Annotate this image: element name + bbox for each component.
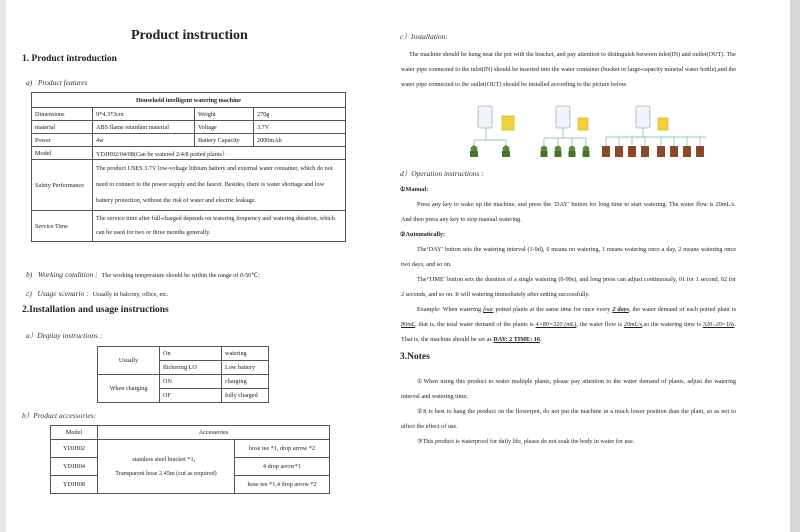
cell: Weight	[195, 108, 254, 121]
cell: YDJH08	[51, 476, 98, 494]
acc-common-line1: stainless steel bracket *1，	[132, 455, 200, 463]
features-label: a) Product features	[26, 78, 88, 87]
installation-label: c）Installation:	[400, 32, 448, 41]
cell: Power	[32, 134, 93, 147]
page-title: Product instruction	[131, 28, 248, 43]
manual-text: Press any key to wake up the machine, and press the ‘DAY’ button for long time to start watering. The water flow is 20mL/s. And then press any key to stop manual watering.	[401, 201, 736, 223]
auto-paragraph-2: The‘TIME’ button sets the duration of a single watering (0-99s), and long press can adjust continuously, 01 for 1 second, 02 for 2 seconds, and so on. It will watering immediately after setting successfully.	[401, 276, 736, 298]
display-usually: Usually	[98, 347, 160, 375]
cell: YDJH04	[51, 458, 98, 476]
acc-common	[98, 440, 235, 494]
ex-four: four	[483, 306, 494, 313]
operation-label: d）Operation instructions :	[400, 169, 484, 178]
usage-text: Usually in balcony, office, etc.	[92, 291, 169, 298]
working-label: b) Working condition :	[26, 270, 98, 279]
display-table	[97, 346, 269, 403]
automatically-label: ②Automatically:	[400, 231, 446, 238]
section-heading-install: 2.Installation and usage instructions	[22, 305, 169, 315]
cell: flickering LO	[160, 361, 222, 375]
acc-header-model: Model	[51, 426, 98, 440]
cell: The product USES 3.7V low-voltage lithium battery and external water container, which do not need to connect to the power supply and the faucet. Besides, there is water shortage and low battery protection, without the risk of water and electric leakage.	[93, 160, 346, 211]
manual-label: ①Manual:	[400, 186, 429, 193]
ex-two-days: 2 days	[612, 306, 629, 313]
cell: Voltage	[195, 121, 254, 134]
cell: YDJH02/04/08(Can be watered 2/4/8 potted plants）	[93, 147, 346, 160]
cell: material	[32, 121, 93, 134]
ex-text: , the water flow is	[576, 321, 624, 328]
installation-text: The machine should be hung near the pot with the bracket, and pay attention to distinguish between inlet(IN) and outlet(OUT). The water pipe connected to the inlet(IN) should be inserted into the water container (bucket or large-capacity mineral water bottle),and the water pipe connected to the outlet(OUT) should be installed according to the picture below.	[401, 51, 736, 88]
cell: Model	[32, 147, 93, 160]
notes-heading: 3.Notes	[400, 352, 430, 362]
section-heading-intro: 1. Product introduction	[22, 54, 117, 64]
display-when-charging: When charging	[98, 375, 160, 403]
cell: Low battery	[222, 361, 269, 375]
features-caption: Household intelligent watering machine	[32, 93, 346, 108]
ex-text: , that is, the total water demand of the plants is	[415, 321, 536, 328]
cell: On	[160, 347, 222, 361]
diagram-four-plants	[541, 106, 590, 157]
working-condition	[26, 264, 260, 282]
cell: charging	[222, 375, 269, 389]
cell: ON	[160, 375, 222, 389]
cell: Battery Capacity	[195, 134, 254, 147]
cell: watering	[222, 347, 269, 361]
diagram-two-plants	[470, 106, 514, 157]
example-paragraph	[401, 302, 736, 347]
cell: Service Time	[32, 211, 93, 242]
note-2: ②It is best to hang the product on the flowerpot, do not put the machine in a much lower position than the plant, so as not to affect the effect of use.	[401, 408, 736, 430]
cell: YDJH02	[51, 440, 98, 458]
features-table	[31, 92, 346, 242]
cell: fully charged	[222, 389, 269, 403]
cell: OF	[160, 389, 222, 403]
cell: hose tee *1,4 drop arrow *2	[235, 476, 330, 494]
page-edge-right	[790, 0, 800, 532]
cell: 9*4.3*3cm	[93, 108, 195, 121]
cell: The service time after full-charged depends on watering frequency and watering duration, which can be used for two or three months generally.	[93, 211, 346, 242]
ex-text: . That is, the machine should be set as	[401, 321, 736, 343]
ex-flow: 20mL/s	[623, 321, 643, 328]
cell: ABS flame retardant material	[93, 121, 195, 134]
display-label: a）Display instructions :	[26, 331, 103, 340]
acc-common-line2: Transparent hose 2.45m (cut as required)	[115, 469, 217, 477]
ex-80ml: 80mL	[401, 321, 416, 328]
usage-scenario	[26, 283, 168, 301]
ex-calc-time: 320÷20=16s	[702, 321, 735, 328]
cell: 2000mAh	[254, 134, 346, 147]
ex-text: ,so the watering time is	[642, 321, 703, 328]
auto-paragraph-1: The‘DAY’ button sets the watering interval (1-9d), 0 means no watering, 1 means watering once a day, 2 means watering once two days, and so on.	[401, 246, 736, 268]
ex-text: .	[539, 336, 542, 343]
cell: 270g	[254, 108, 346, 121]
ex-calc-total: 4×80=320 (mL)	[535, 321, 577, 328]
cell: 4w	[93, 134, 195, 147]
ex-text: , the water demand of each potted plant is	[628, 306, 736, 313]
note-3: ③This product is waterproof for daily life, please do not soak the body in water for use.	[417, 438, 635, 445]
cell: 4 drop arrow*1	[235, 458, 330, 476]
acc-header-accessories: Accessories	[98, 426, 330, 440]
accessories-label: b）Product accessories:	[22, 411, 97, 420]
ex-text: Example: When watering	[417, 306, 484, 313]
cell: Dimensions	[32, 108, 93, 121]
accessories-table	[50, 425, 330, 494]
page-edge-left	[0, 0, 6, 532]
note-1: ①When using this product to water multiple plants, please pay attention to the water demand of plants, adjust the watering interval and watering time;	[401, 378, 736, 400]
cell: Safety Performance	[32, 160, 93, 211]
usage-label: c) Usage scenario :	[26, 289, 89, 298]
diagram-eight-plants	[602, 106, 706, 157]
working-text: The working temperature should be within the range of 0-50℃;	[101, 272, 260, 279]
cell: 3.7V	[254, 121, 346, 134]
cell: hose tee *1, drop arrow *2	[235, 440, 330, 458]
ex-text: potted plants at the same time for once every	[493, 306, 613, 313]
ex-setting: DAY: 2 TIME: 16	[493, 336, 540, 343]
installation-diagrams	[466, 104, 716, 162]
